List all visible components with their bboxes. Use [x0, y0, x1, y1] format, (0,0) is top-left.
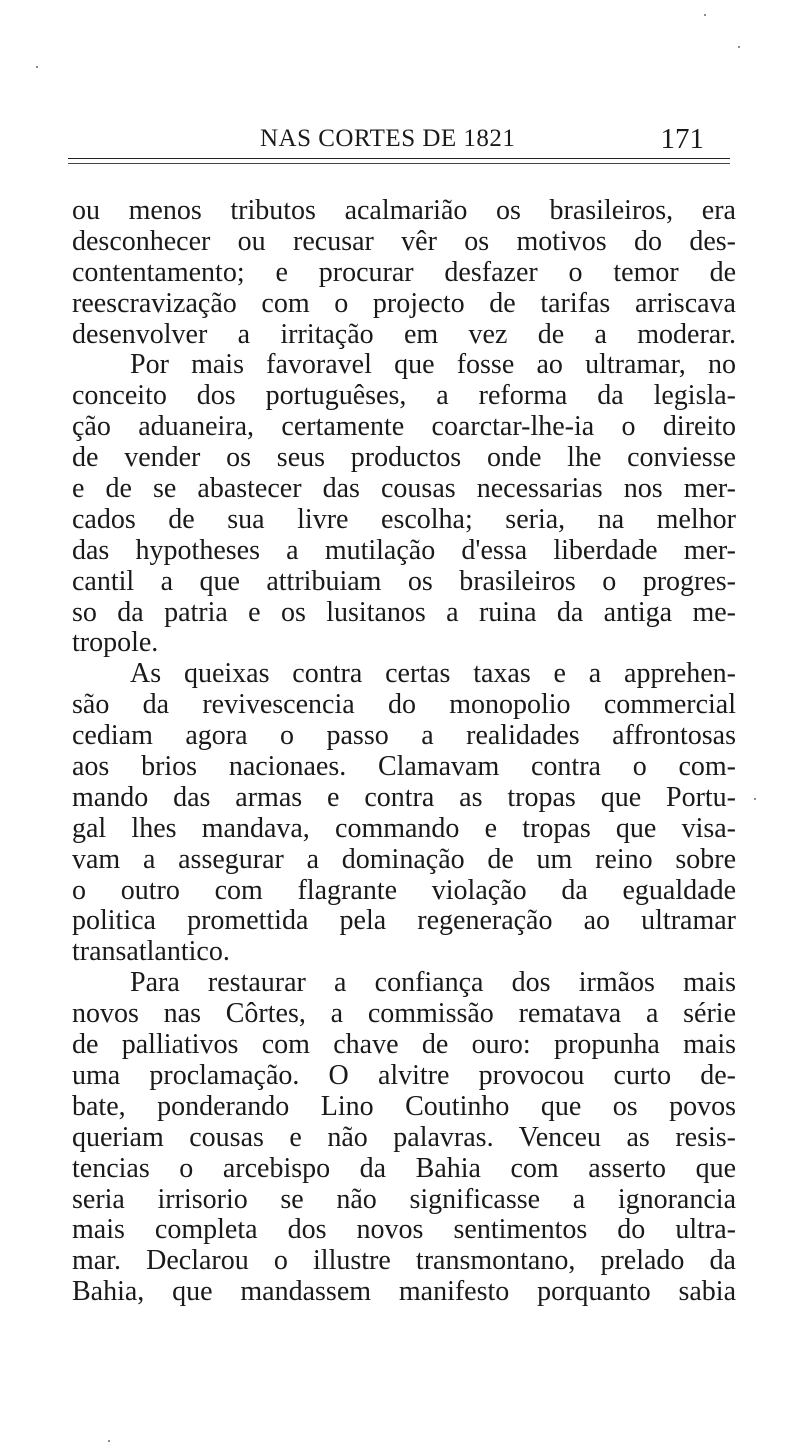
- text-line: cados de sua livre escolha; seria, na melhor: [72, 503, 736, 535]
- text-line: tropole.: [72, 627, 159, 659]
- text-line: reescravização com o projecto de tarifas arriscava: [72, 287, 736, 319]
- text-line: transatlantico.: [72, 936, 230, 968]
- text-line: novos nas Côrtes, a commissão rematava a série: [72, 998, 736, 1030]
- text-line: de palliativos com chave de ouro: propunha mais: [72, 1029, 736, 1061]
- page-number: 171: [660, 123, 704, 155]
- text-line: Bahia, que mandassem manifesto porquanto sabia: [72, 1276, 736, 1308]
- paper-speck: [754, 798, 756, 800]
- text-line: o outro com flagrante violação da egualdade: [72, 874, 736, 906]
- text-line: bate, ponderando Lino Coutinho que os povos: [72, 1090, 736, 1122]
- text-line: seria irrisorio se não significasse a ignorancia: [72, 1183, 736, 1215]
- paper-speck: [108, 1440, 110, 1442]
- text-line: conceito dos portuguêses, a reforma da legisla-: [72, 380, 736, 412]
- text-line: uma proclamação. O alvitre provocou curto de-: [72, 1059, 736, 1091]
- text-line: mando das armas e contra as tropas que Portu-: [72, 781, 736, 813]
- text-line: tencias o arcebispo da Bahia com asserto que: [72, 1152, 736, 1184]
- body-text: [72, 196, 736, 1308]
- text-line: ção aduaneira, certamente coarctar-lhe-ia o direito: [72, 411, 736, 443]
- text-line: gal lhes mandava, commando e tropas que visa-: [72, 812, 736, 844]
- text-line: mais completa dos novos sentimentos do ultra-: [72, 1214, 736, 1246]
- header-rule-thin: [68, 163, 730, 164]
- paragraph-first-line: Para restaurar a confiança dos irmãos mais: [130, 967, 736, 999]
- text-line: so da patria e os lusitanos a ruina da antiga me-: [72, 596, 736, 628]
- paragraph-first-line: Por mais favoravel que fosse ao ultramar, no: [130, 349, 736, 381]
- text-line: mar. Declarou o illustre transmontano, prelado da: [72, 1245, 736, 1277]
- text-line: cediam agora o passo a realidades affrontosas: [72, 720, 736, 752]
- paragraph-first-line: As queixas contra certas taxas e a apprehen-: [130, 658, 736, 690]
- text-line: e de se abastecer das cousas necessarias nos mer-: [72, 473, 736, 505]
- text-line: desconhecer ou recusar vêr os motivos do des-: [72, 225, 736, 257]
- text-line: cantil a que attribuiam os brasileiros o progres-: [72, 565, 736, 597]
- text-line: vam a assegurar a dominação de um reino sobre: [72, 843, 736, 875]
- header-rule: [68, 158, 730, 159]
- paper-speck: [738, 46, 740, 48]
- text-line: são da revivescencia do monopolio commercial: [72, 689, 736, 721]
- text-line: queriam cousas e não palavras. Venceu as resis-: [72, 1121, 736, 1153]
- text-line: de vender os seus productos onde lhe conviesse: [72, 442, 736, 474]
- running-title: NAS CORTES DE 1821: [260, 125, 516, 152]
- text-line: desenvolver a irritação em vez de a moderar.: [72, 318, 736, 350]
- text-line: ou menos tributos acalmarião os brasileiros, era: [72, 195, 736, 226]
- text-line: das hypotheses a mutilação d'essa liberdade mer-: [72, 534, 736, 566]
- text-line: politica promettida pela regeneração ao ultramar: [72, 905, 736, 937]
- text-line: aos brios nacionaes. Clamavam contra o com-: [72, 751, 736, 783]
- text-line: contentamento; e procurar desfazer o temor de: [72, 256, 736, 288]
- paper-speck: [704, 14, 706, 16]
- running-header: [72, 119, 706, 159]
- paper-speck: [36, 66, 38, 68]
